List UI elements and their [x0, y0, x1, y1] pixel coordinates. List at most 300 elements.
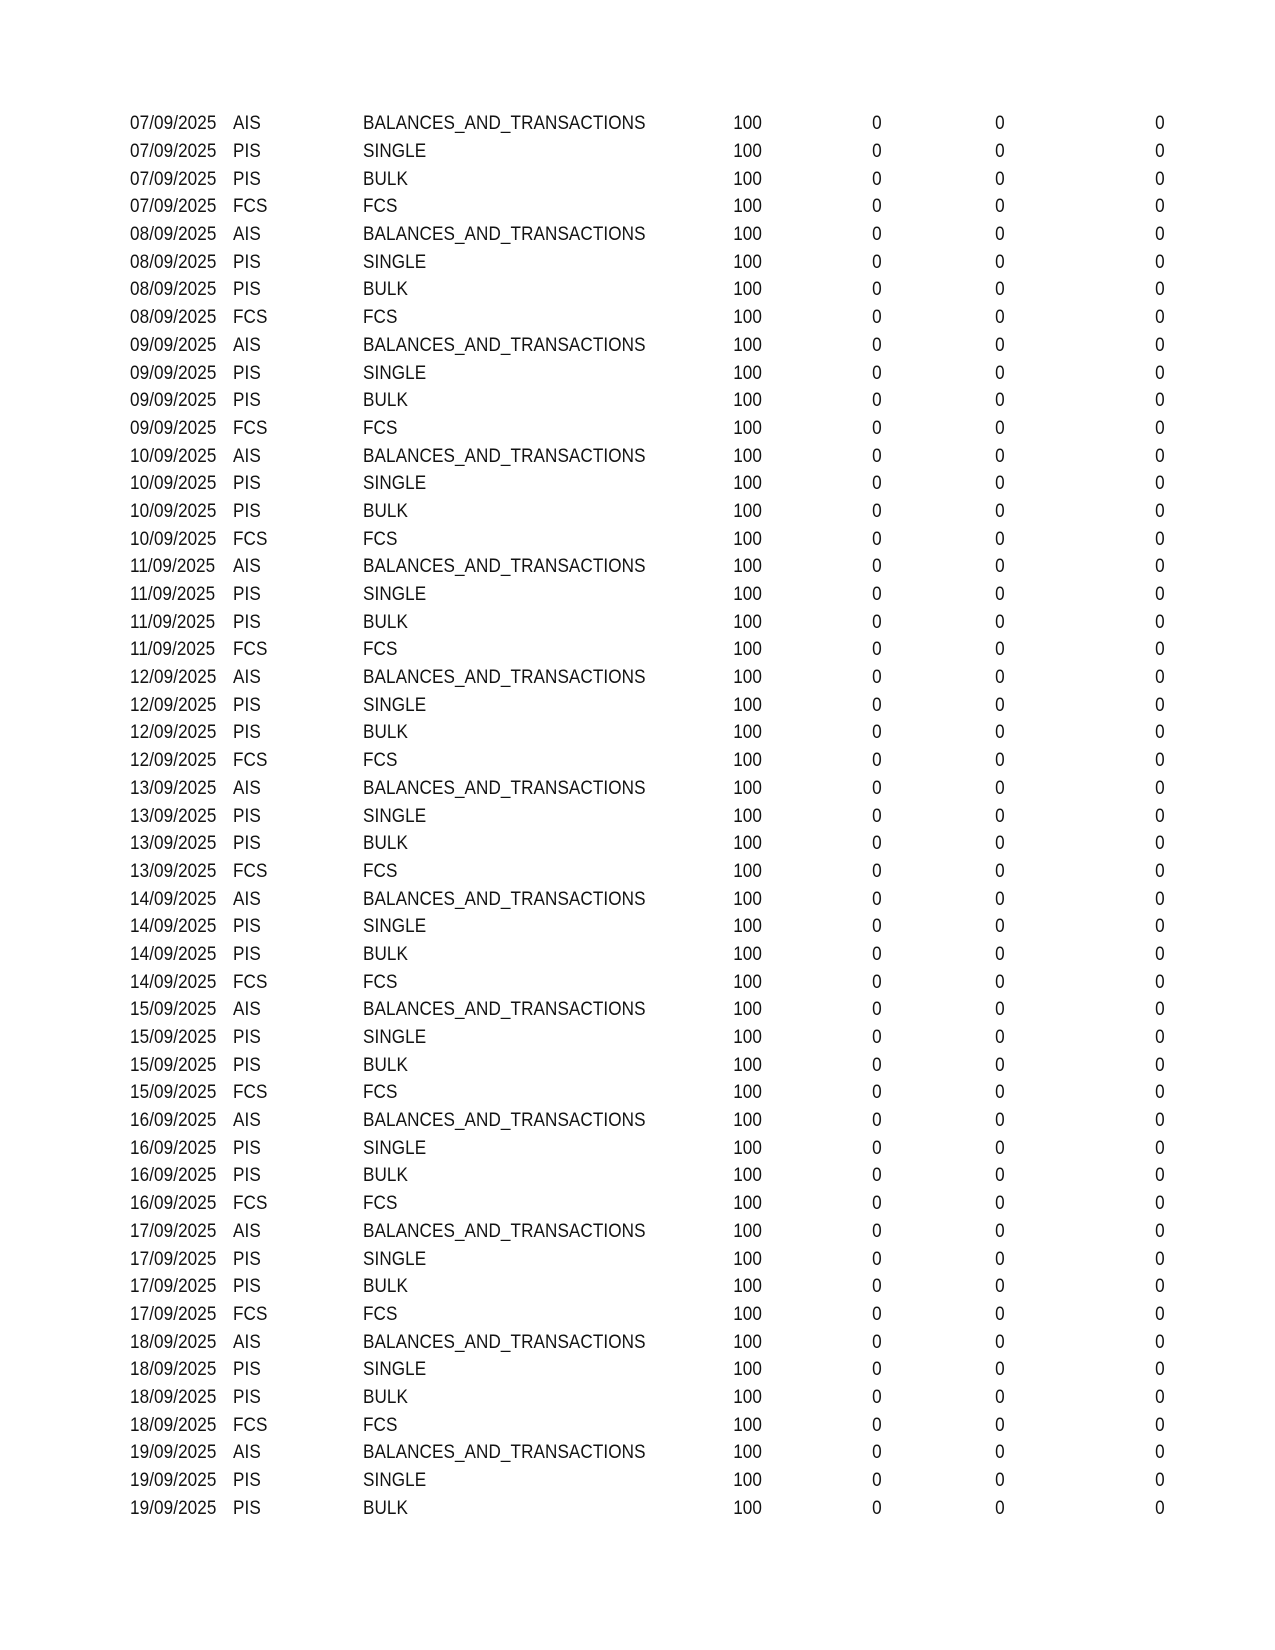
cell-date: 14/09/2025 [130, 971, 217, 993]
table-row [130, 165, 1165, 193]
table-row [130, 858, 1165, 886]
cell-service-type: AIS [233, 1442, 261, 1464]
table-row [130, 1494, 1165, 1522]
table-row [130, 1411, 1165, 1439]
cell-service-type: PIS [233, 916, 261, 938]
cell-value-3: 0 [995, 334, 1005, 356]
cell-operation-type: FCS [363, 196, 398, 218]
table-row [130, 1107, 1165, 1135]
table-row [130, 996, 1165, 1024]
cell-value-2: 0 [872, 141, 882, 163]
cell-operation-type: FCS [363, 307, 398, 329]
table-row [130, 913, 1165, 941]
cell-service-type: PIS [233, 390, 261, 412]
cell-value-1: 100 [733, 1248, 762, 1270]
table-row [130, 1162, 1165, 1190]
cell-value-2: 0 [872, 805, 882, 827]
cell-operation-type: FCS [363, 750, 398, 772]
cell-service-type: PIS [233, 1470, 261, 1492]
table-row [130, 636, 1165, 664]
cell-service-type: AIS [233, 556, 261, 578]
cell-date: 18/09/2025 [130, 1414, 217, 1436]
cell-operation-type: BULK [363, 390, 409, 412]
cell-value-4: 0 [1155, 279, 1165, 301]
cell-date: 17/09/2025 [130, 1276, 217, 1298]
cell-value-2: 0 [872, 113, 882, 135]
cell-value-1: 100 [733, 943, 762, 965]
cell-date: 07/09/2025 [130, 113, 217, 135]
cell-service-type: AIS [233, 1331, 261, 1353]
cell-value-4: 0 [1155, 1303, 1165, 1325]
cell-date: 13/09/2025 [130, 833, 217, 855]
cell-operation-type: BULK [363, 833, 409, 855]
table-row [130, 691, 1165, 719]
cell-value-3: 0 [995, 584, 1005, 606]
cell-operation-type: BALANCES_AND_TRANSACTIONS [363, 777, 646, 799]
cell-operation-type: SINGLE [363, 1027, 427, 1049]
cell-service-type: FCS [233, 417, 268, 439]
cell-service-type: PIS [233, 1386, 261, 1408]
cell-value-4: 0 [1155, 1027, 1165, 1049]
cell-value-1: 100 [733, 1110, 762, 1132]
table-row [130, 415, 1165, 443]
cell-value-3: 0 [995, 611, 1005, 633]
cell-value-3: 0 [995, 1220, 1005, 1242]
cell-service-type: FCS [233, 1193, 268, 1215]
cell-service-type: AIS [233, 224, 261, 246]
cell-operation-type: BULK [363, 1276, 409, 1298]
cell-value-2: 0 [872, 750, 882, 772]
cell-value-1: 100 [733, 667, 762, 689]
table-row [130, 525, 1165, 553]
cell-value-1: 100 [733, 417, 762, 439]
cell-value-4: 0 [1155, 362, 1165, 384]
cell-value-3: 0 [995, 445, 1005, 467]
cell-value-3: 0 [995, 1442, 1005, 1464]
cell-operation-type: BALANCES_AND_TRANSACTIONS [363, 999, 646, 1021]
table-row [130, 138, 1165, 166]
cell-value-4: 0 [1155, 141, 1165, 163]
cell-service-type: AIS [233, 777, 261, 799]
cell-service-type: PIS [233, 500, 261, 522]
table-row [130, 1328, 1165, 1356]
table-row [130, 1051, 1165, 1079]
cell-service-type: PIS [233, 805, 261, 827]
table-row [130, 248, 1165, 276]
cell-value-1: 100 [733, 1442, 762, 1464]
cell-value-4: 0 [1155, 833, 1165, 855]
cell-date: 16/09/2025 [130, 1110, 217, 1132]
cell-value-3: 0 [995, 113, 1005, 135]
cell-value-3: 0 [995, 667, 1005, 689]
cell-service-type: FCS [233, 1303, 268, 1325]
cell-service-type: PIS [233, 1359, 261, 1381]
cell-date: 15/09/2025 [130, 999, 217, 1021]
cell-value-2: 0 [872, 196, 882, 218]
cell-service-type: PIS [233, 168, 261, 190]
cell-operation-type: BULK [363, 279, 409, 301]
cell-value-2: 0 [872, 1303, 882, 1325]
cell-operation-type: BULK [363, 1165, 409, 1187]
cell-value-2: 0 [872, 722, 882, 744]
cell-value-2: 0 [872, 334, 882, 356]
cell-value-4: 0 [1155, 1248, 1165, 1270]
cell-value-1: 100 [733, 390, 762, 412]
cell-value-3: 0 [995, 805, 1005, 827]
cell-service-type: FCS [233, 1082, 268, 1104]
cell-service-type: PIS [233, 584, 261, 606]
cell-value-2: 0 [872, 1386, 882, 1408]
cell-value-4: 0 [1155, 528, 1165, 550]
cell-service-type: AIS [233, 1220, 261, 1242]
table-row [130, 1384, 1165, 1412]
cell-value-1: 100 [733, 888, 762, 910]
cell-service-type: FCS [233, 971, 268, 993]
cell-value-3: 0 [995, 1110, 1005, 1132]
table-row [130, 664, 1165, 692]
cell-value-3: 0 [995, 1248, 1005, 1270]
cell-value-3: 0 [995, 473, 1005, 495]
cell-value-3: 0 [995, 500, 1005, 522]
cell-value-2: 0 [872, 1193, 882, 1215]
cell-value-1: 100 [733, 307, 762, 329]
cell-date: 11/09/2025 [130, 556, 216, 578]
cell-operation-type: BULK [363, 1497, 409, 1519]
cell-value-3: 0 [995, 1470, 1005, 1492]
cell-operation-type: BULK [363, 500, 409, 522]
cell-value-4: 0 [1155, 113, 1165, 135]
cell-date: 15/09/2025 [130, 1027, 217, 1049]
table-row [130, 498, 1165, 526]
cell-date: 11/09/2025 [130, 584, 216, 606]
table-row [130, 1134, 1165, 1162]
cell-value-3: 0 [995, 1331, 1005, 1353]
cell-value-2: 0 [872, 971, 882, 993]
cell-operation-type: SINGLE [363, 473, 427, 495]
cell-operation-type: SINGLE [363, 1359, 427, 1381]
cell-value-3: 0 [995, 1386, 1005, 1408]
cell-value-1: 100 [733, 334, 762, 356]
cell-value-2: 0 [872, 611, 882, 633]
table-row [130, 553, 1165, 581]
cell-date: 17/09/2025 [130, 1220, 217, 1242]
cell-date: 12/09/2025 [130, 750, 217, 772]
cell-value-4: 0 [1155, 224, 1165, 246]
cell-value-4: 0 [1155, 999, 1165, 1021]
cell-value-1: 100 [733, 833, 762, 855]
cell-value-4: 0 [1155, 584, 1165, 606]
cell-operation-type: FCS [363, 1414, 398, 1436]
cell-value-3: 0 [995, 224, 1005, 246]
cell-value-1: 100 [733, 1137, 762, 1159]
cell-service-type: PIS [233, 1248, 261, 1270]
cell-service-type: PIS [233, 722, 261, 744]
cell-date: 18/09/2025 [130, 1386, 217, 1408]
cell-service-type: PIS [233, 611, 261, 633]
cell-value-3: 0 [995, 251, 1005, 273]
cell-service-type: PIS [233, 694, 261, 716]
cell-service-type: AIS [233, 334, 261, 356]
cell-value-2: 0 [872, 1497, 882, 1519]
table-row [130, 802, 1165, 830]
cell-value-3: 0 [995, 1027, 1005, 1049]
cell-value-1: 100 [733, 1276, 762, 1298]
cell-date: 12/09/2025 [130, 694, 217, 716]
cell-value-4: 0 [1155, 473, 1165, 495]
cell-operation-type: BALANCES_AND_TRANSACTIONS [363, 1220, 646, 1242]
cell-service-type: PIS [233, 1027, 261, 1049]
cell-value-4: 0 [1155, 196, 1165, 218]
cell-value-3: 0 [995, 722, 1005, 744]
cell-value-4: 0 [1155, 1497, 1165, 1519]
cell-value-1: 100 [733, 639, 762, 661]
cell-value-4: 0 [1155, 1054, 1165, 1076]
cell-value-2: 0 [872, 888, 882, 910]
cell-value-3: 0 [995, 168, 1005, 190]
table-row [130, 110, 1165, 138]
cell-service-type: AIS [233, 667, 261, 689]
cell-date: 07/09/2025 [130, 168, 217, 190]
cell-value-1: 100 [733, 473, 762, 495]
cell-value-2: 0 [872, 556, 882, 578]
cell-operation-type: SINGLE [363, 362, 427, 384]
cell-value-1: 100 [733, 777, 762, 799]
cell-service-type: FCS [233, 528, 268, 550]
cell-service-type: AIS [233, 1110, 261, 1132]
cell-date: 08/09/2025 [130, 224, 217, 246]
cell-date: 13/09/2025 [130, 777, 217, 799]
cell-date: 07/09/2025 [130, 141, 217, 163]
cell-date: 09/09/2025 [130, 417, 217, 439]
cell-date: 11/09/2025 [130, 639, 216, 661]
cell-service-type: PIS [233, 141, 261, 163]
table-row [130, 941, 1165, 969]
cell-service-type: PIS [233, 1497, 261, 1519]
cell-date: 08/09/2025 [130, 307, 217, 329]
cell-operation-type: FCS [363, 1082, 398, 1104]
cell-value-2: 0 [872, 362, 882, 384]
cell-value-2: 0 [872, 528, 882, 550]
cell-operation-type: FCS [363, 639, 398, 661]
cell-value-1: 100 [733, 1414, 762, 1436]
cell-value-1: 100 [733, 113, 762, 135]
cell-value-1: 100 [733, 279, 762, 301]
cell-service-type: PIS [233, 1165, 261, 1187]
cell-value-1: 100 [733, 1082, 762, 1104]
cell-date: 11/09/2025 [130, 611, 216, 633]
cell-value-1: 100 [733, 971, 762, 993]
cell-value-3: 0 [995, 1414, 1005, 1436]
table-row [130, 968, 1165, 996]
cell-value-4: 0 [1155, 667, 1165, 689]
cell-value-2: 0 [872, 694, 882, 716]
cell-service-type: FCS [233, 1414, 268, 1436]
table-row [130, 1467, 1165, 1495]
cell-value-1: 100 [733, 694, 762, 716]
cell-value-1: 100 [733, 750, 762, 772]
cell-operation-type: BALANCES_AND_TRANSACTIONS [363, 888, 646, 910]
cell-value-1: 100 [733, 1386, 762, 1408]
cell-service-type: AIS [233, 999, 261, 1021]
cell-operation-type: SINGLE [363, 805, 427, 827]
cell-value-4: 0 [1155, 1331, 1165, 1353]
cell-value-3: 0 [995, 279, 1005, 301]
table-row [130, 1439, 1165, 1467]
cell-value-4: 0 [1155, 1220, 1165, 1242]
cell-value-4: 0 [1155, 971, 1165, 993]
cell-value-1: 100 [733, 805, 762, 827]
cell-value-1: 100 [733, 141, 762, 163]
cell-value-4: 0 [1155, 445, 1165, 467]
cell-value-4: 0 [1155, 556, 1165, 578]
table-row [130, 581, 1165, 609]
cell-value-1: 100 [733, 1027, 762, 1049]
cell-value-4: 0 [1155, 307, 1165, 329]
cell-service-type: PIS [233, 943, 261, 965]
cell-operation-type: SINGLE [363, 1470, 427, 1492]
cell-date: 09/09/2025 [130, 334, 217, 356]
table-row [130, 304, 1165, 332]
cell-operation-type: BULK [363, 943, 409, 965]
cell-date: 13/09/2025 [130, 860, 217, 882]
cell-date: 10/09/2025 [130, 500, 217, 522]
table-row [130, 1218, 1165, 1246]
table-row [130, 747, 1165, 775]
cell-value-1: 100 [733, 196, 762, 218]
cell-value-3: 0 [995, 833, 1005, 855]
cell-value-2: 0 [872, 1110, 882, 1132]
cell-operation-type: SINGLE [363, 1248, 427, 1270]
cell-value-2: 0 [872, 916, 882, 938]
cell-operation-type: BALANCES_AND_TRANSACTIONS [363, 113, 646, 135]
cell-value-3: 0 [995, 999, 1005, 1021]
cell-value-1: 100 [733, 916, 762, 938]
cell-operation-type: BALANCES_AND_TRANSACTIONS [363, 667, 646, 689]
cell-service-type: PIS [233, 1276, 261, 1298]
cell-value-2: 0 [872, 1442, 882, 1464]
cell-value-2: 0 [872, 584, 882, 606]
cell-value-4: 0 [1155, 1386, 1165, 1408]
cell-service-type: AIS [233, 113, 261, 135]
cell-value-1: 100 [733, 251, 762, 273]
cell-value-4: 0 [1155, 777, 1165, 799]
cell-operation-type: BALANCES_AND_TRANSACTIONS [363, 224, 646, 246]
cell-service-type: PIS [233, 833, 261, 855]
cell-value-2: 0 [872, 1359, 882, 1381]
cell-value-1: 100 [733, 999, 762, 1021]
cell-operation-type: BALANCES_AND_TRANSACTIONS [363, 556, 646, 578]
cell-value-4: 0 [1155, 1165, 1165, 1187]
cell-value-1: 100 [733, 611, 762, 633]
cell-value-4: 0 [1155, 916, 1165, 938]
cell-value-4: 0 [1155, 334, 1165, 356]
table-row [130, 1273, 1165, 1301]
cell-date: 13/09/2025 [130, 805, 217, 827]
cell-value-2: 0 [872, 1331, 882, 1353]
cell-value-3: 0 [995, 971, 1005, 993]
cell-date: 07/09/2025 [130, 196, 217, 218]
cell-value-3: 0 [995, 390, 1005, 412]
cell-value-3: 0 [995, 362, 1005, 384]
cell-value-1: 100 [733, 1165, 762, 1187]
cell-value-2: 0 [872, 1220, 882, 1242]
cell-value-3: 0 [995, 860, 1005, 882]
cell-operation-type: BALANCES_AND_TRANSACTIONS [363, 1442, 646, 1464]
cell-value-4: 0 [1155, 639, 1165, 661]
table-row [130, 775, 1165, 803]
table-row [130, 470, 1165, 498]
cell-operation-type: BULK [363, 611, 409, 633]
cell-service-type: PIS [233, 1054, 261, 1076]
table-row [130, 1190, 1165, 1218]
cell-value-1: 100 [733, 722, 762, 744]
table-row [130, 276, 1165, 304]
cell-date: 19/09/2025 [130, 1442, 217, 1464]
cell-value-1: 100 [733, 224, 762, 246]
cell-value-3: 0 [995, 1303, 1005, 1325]
cell-date: 17/09/2025 [130, 1248, 217, 1270]
cell-value-2: 0 [872, 943, 882, 965]
cell-service-type: FCS [233, 750, 268, 772]
cell-date: 16/09/2025 [130, 1165, 217, 1187]
cell-value-2: 0 [872, 224, 882, 246]
cell-service-type: PIS [233, 251, 261, 273]
cell-date: 12/09/2025 [130, 667, 217, 689]
cell-operation-type: FCS [363, 860, 398, 882]
cell-value-3: 0 [995, 528, 1005, 550]
cell-value-1: 100 [733, 1331, 762, 1353]
cell-operation-type: SINGLE [363, 694, 427, 716]
table-row [130, 1024, 1165, 1052]
cell-value-1: 100 [733, 1303, 762, 1325]
cell-value-1: 100 [733, 1470, 762, 1492]
cell-service-type: FCS [233, 639, 268, 661]
cell-value-3: 0 [995, 141, 1005, 163]
cell-value-4: 0 [1155, 1276, 1165, 1298]
cell-operation-type: BULK [363, 1054, 409, 1076]
cell-operation-type: FCS [363, 1193, 398, 1215]
cell-date: 09/09/2025 [130, 362, 217, 384]
cell-value-2: 0 [872, 307, 882, 329]
cell-operation-type: SINGLE [363, 916, 427, 938]
table-row [130, 885, 1165, 913]
cell-service-type: PIS [233, 1137, 261, 1159]
cell-value-4: 0 [1155, 1082, 1165, 1104]
cell-date: 09/09/2025 [130, 390, 217, 412]
cell-value-4: 0 [1155, 888, 1165, 910]
cell-value-3: 0 [995, 417, 1005, 439]
cell-value-3: 0 [995, 888, 1005, 910]
cell-date: 15/09/2025 [130, 1082, 217, 1104]
cell-value-4: 0 [1155, 694, 1165, 716]
cell-date: 14/09/2025 [130, 888, 217, 910]
cell-value-2: 0 [872, 251, 882, 273]
cell-service-type: FCS [233, 860, 268, 882]
cell-value-4: 0 [1155, 750, 1165, 772]
cell-value-3: 0 [995, 556, 1005, 578]
cell-value-4: 0 [1155, 860, 1165, 882]
cell-date: 18/09/2025 [130, 1359, 217, 1381]
cell-value-2: 0 [872, 860, 882, 882]
report-table [130, 110, 1165, 1522]
cell-value-4: 0 [1155, 1193, 1165, 1215]
cell-operation-type: BULK [363, 722, 409, 744]
cell-value-2: 0 [872, 445, 882, 467]
cell-value-4: 0 [1155, 1414, 1165, 1436]
cell-operation-type: BALANCES_AND_TRANSACTIONS [363, 334, 646, 356]
cell-value-4: 0 [1155, 1442, 1165, 1464]
cell-value-4: 0 [1155, 1359, 1165, 1381]
